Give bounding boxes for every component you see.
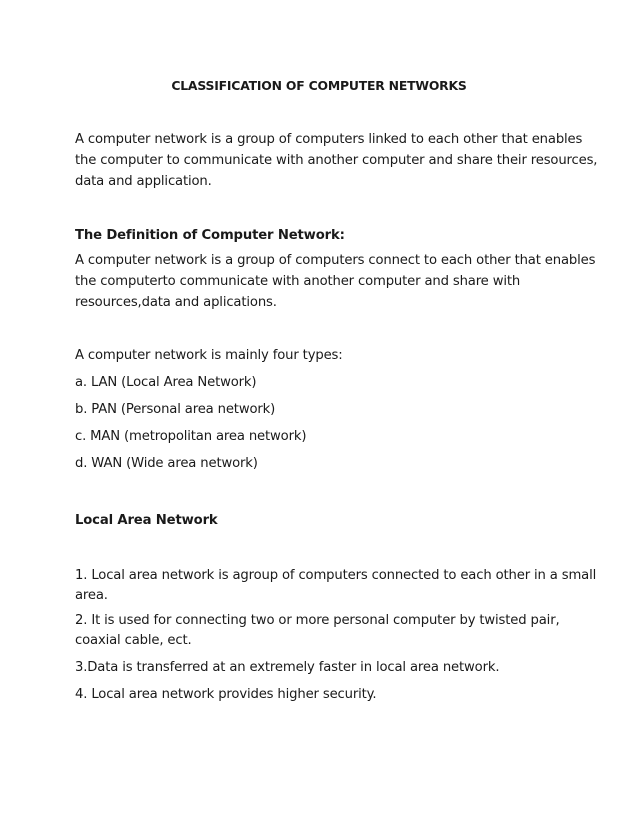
- definition-line-1: A computer network is a group of computers connect to each other that enables: [75, 253, 596, 268]
- intro-line-3: data and application.: [75, 174, 212, 189]
- types-item-lan: a. LAN (Local Area Network): [75, 375, 257, 390]
- lan-point-4: 4. Local area network provides higher security.: [75, 687, 377, 702]
- intro-line-1: A computer network is a group of computers linked to each other that enables: [75, 132, 583, 147]
- lan-point-2-line-1: 2. It is used for connecting two or more personal computer by twisted pair,: [75, 613, 560, 628]
- lan-point-1-line-2: area.: [75, 588, 108, 603]
- lan-heading: Local Area Network: [75, 513, 218, 528]
- types-intro: A computer network is mainly four types:: [75, 348, 343, 363]
- definition-line-3: resources,data and aplications.: [75, 295, 277, 310]
- definition-heading: The Definition of Computer Network:: [75, 228, 345, 243]
- lan-point-1-line-1: 1. Local area network is agroup of computers connected to each other in a small: [75, 568, 597, 583]
- types-item-wan: d. WAN (Wide area network): [75, 456, 258, 471]
- types-item-pan: b. PAN (Personal area network): [75, 402, 276, 417]
- definition-line-2: the computerto communicate with another computer and share with: [75, 274, 521, 289]
- lan-point-2-line-2: coaxial cable, ect.: [75, 633, 192, 648]
- types-item-man: c. MAN (metropolitan area network): [75, 429, 307, 444]
- intro-line-2: the computer to communicate with another computer and share their resources,: [75, 153, 598, 168]
- lan-point-3: 3.Data is transferred at an extremely faster in local area network.: [75, 660, 500, 675]
- document-title: CLASSIFICATION OF COMPUTER NETWORKS: [171, 78, 467, 93]
